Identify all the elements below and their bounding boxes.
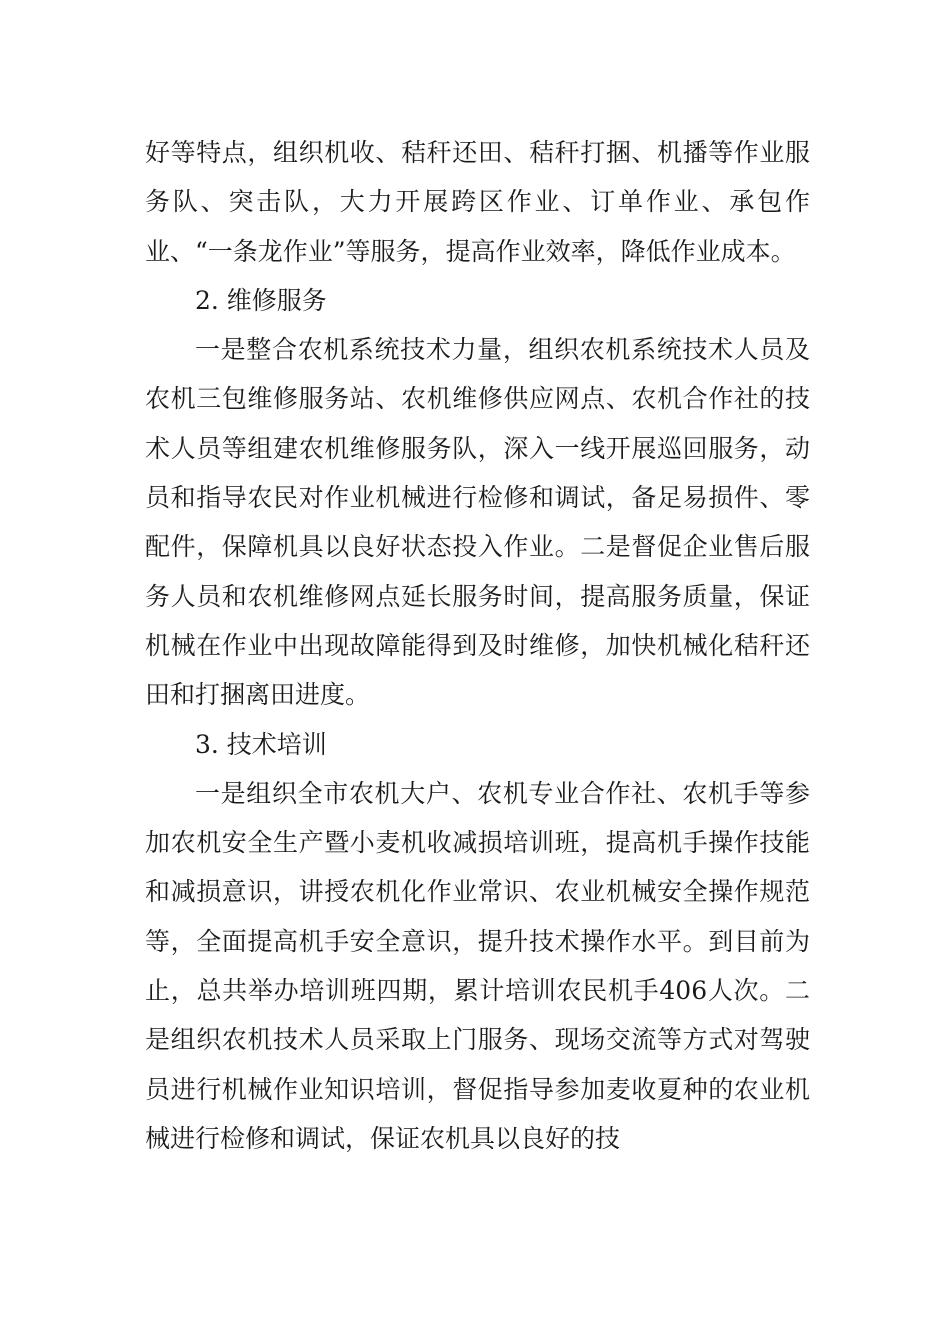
paragraph-technical-training: 一是组织全市农机大户、农机专业合作社、农机手等参加农机安全生产暨小麦机收减损培训班，提高机手操作技能和减损意识，讲授农机化作业常识、农业机械安全操作规范等，全面提高机手安全意识，提升技术操作水平。到目前为止，总共举办培训班四期，累计培训农民机手406人次。二是组织农机技术人员采取上门服务、现场交流等方式对驾驶员进行机械作业知识培训，督促指导参加麦收夏种的农业机械进行检修和调试，保证农机具以良好的技 bbox=[145, 778, 810, 1153]
document-body bbox=[145, 128, 810, 1163]
paragraph-repair-service: 一是整合农机系统技术力量，组织农机系统技术人员及农机三包维修服务站、农机维修供应网点、农机合作社的技术人员等组建农机维修服务队，深入一线开展巡回服务，动员和指导农民对作业机械进行检修和调试，备足易损件、零配件，保障机具以良好状态投入作业。二是督促企业售后服务人员和农机维修网点延长服务时间，提高服务质量，保证机械在作业中出现故障能得到及时维修，加快机械化秸秆还田和打捆离田进度。 bbox=[145, 335, 810, 710]
paragraph-continuation: 好等特点，组织机收、秸秆还田、秸秆打捆、机播等作业服务队、突击队，大力开展跨区作业、订单作业、承包作业、“一条龙作业”等服务，提高作业效率，降低作业成本。 bbox=[145, 138, 810, 266]
section-heading-repair-service: 2. 维修服务 bbox=[195, 285, 327, 315]
section-heading-technical-training: 3. 技术培训 bbox=[195, 729, 327, 759]
